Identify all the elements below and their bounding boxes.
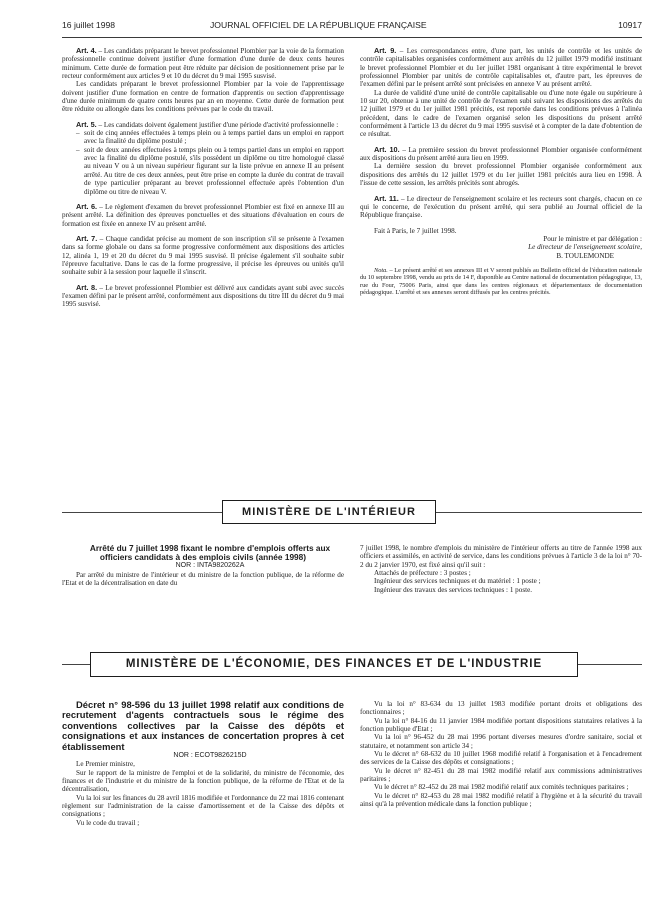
decree-title: Arrêté du 7 juillet 1998 fixant le nombre d'emplois offerts aux officiers candidats à des emplois civils (année 1998) xyxy=(89,543,331,563)
list-item: Ingénieur des services techniques et du matériel : 1 poste ; xyxy=(374,577,541,586)
header-rule xyxy=(62,37,642,38)
issue-date: 16 juillet 1998 xyxy=(62,20,116,30)
article-10: Art. 10. – La première session du brevet professionnel Plombier organisée conformément aux dispositions du présent arrêté aura lieu en 1999. xyxy=(360,144,642,163)
economie-right-column xyxy=(360,700,642,808)
article-label: Art. 11. xyxy=(374,193,399,203)
article-7: Art. 7. – Chaque candidat précise au moment de son inscription s'il se présente à l'examen dans sa forme globale ou dans sa forme progressive conformément aux dispositions des articles 12, alinéa 1, 19 et 20 du décret du 9 mai 1995 susvisé. Il précise également s'il souhaite subir l'épreuve facultative. Dans le cas de la forme progressive, il précise les épreuves ou unités qu'il souhaite subir à la session pour laquelle il s'inscrit. xyxy=(62,233,344,277)
list-item: – soit de deux années effectuées à temps plein ou à temps partiel dans un emploi en rapport avec la finalité du diplôme postulé, s'ils possèdent un diplôme ou titre homologué classé au niveau V ou à un niveau supérieur figurant sur la liste prévue en annexe II au présent arrêté. Au titre de ces deux années, peut être prise en compte la durée du contrat de travail de type particulier préparant au brevet professionnel effectuée après l'obtention d'un diplôme ou titre de niveau V. xyxy=(62,146,344,196)
place-date: Fait à Paris, le 7 juillet 1998. xyxy=(374,226,457,235)
running-header xyxy=(62,20,642,34)
page-number: 10917 xyxy=(618,20,642,30)
list-item: Ingénieur des travaux des services techniques : 1 poste. xyxy=(374,585,533,594)
nota-label: Nota. xyxy=(374,266,388,274)
paragraph: Vu le code du travail ; xyxy=(76,818,140,827)
signatory-name: B. TOULEMONDE xyxy=(556,251,614,260)
paragraph: Par arrêté du ministre de l'intérieur et du ministre de la fonction publique, de la réforme de l'Etat et de la décentralisation en date du xyxy=(62,570,344,588)
paragraph: Les candidats préparant le brevet professionnel Plombier par la voie de l'apprentissage doivent justifier d'une formation en centre de formation d'apprentis ou section d'apprentissage d'une durée minimum de quatre cents heures par an en moyenne. Cette durée de formation peut être réduite ou allongée dans les conditions prévues par le code du travail. xyxy=(62,80,344,114)
paragraph: La durée de validité d'une unité de contrôle capitalisable ou d'une note égale ou supérieure à 10 sur 20, obtenue à une unité de contrôle de l'examen subi suivant les dispositions des arrêtés du 12 juillet 1979 et du 1er juillet 1981 précités, est reportée dans les conditions prévues à l'alinéa précédent, dans le cadre de l'examen organisé selon les dispositions du présent arrêté conformément à l'article 13 du décret du 9 mai 1995 susvisé et à compter de la date d'obtention de ce résultat. xyxy=(360,88,642,139)
nor-reference: NOR : INTA9820262A xyxy=(175,562,245,570)
article-label: Art. 10. xyxy=(374,144,400,154)
article-9: Art. 9. – Les correspondances entre, d'une part, les unités de contrôle et les unités de contrôle capitalisables organisées conformément aux arrêtés du 12 juillet 1979 modifié instituant le brevet professionnel Plombier et du 1er juillet 1981 organisant à titre expérimental le brevet professionnel Plombier par unités de contrôle capitalisables et, d'autre part, les épreuves de l'examen défini par le présent arrêté sont précisées en annexe V au présent arrêté. xyxy=(360,46,642,89)
article-4: Art. 4. – Les candidats préparant le brevet professionnel Plombier par la voie de la formation professionnelle continue doivent justifier d'une formation d'une durée de deux cents heures minimum. Cette durée de formation peut être réduite par décision de positionnement prise par le recteur conformément aux articles 9 et 10 du décret du 9 mai 1995 susvisé. xyxy=(62,46,344,81)
paragraph: Le Premier ministre, xyxy=(76,760,135,769)
paragraph: Vu le décret n° 82-451 du 28 mai 1982 modifié relatif aux commissions administratives paritaires ; xyxy=(360,766,642,784)
paragraph: Vu la loi n° 83-634 du 13 juillet 1983 modifiée portant droits et obligations des fonctionnaires ; xyxy=(360,700,642,717)
nor-reference: NOR : ECOT9826215D xyxy=(173,752,247,760)
article-label: Art. 8. xyxy=(76,282,98,292)
delegation: Pour le ministre et par délégation : xyxy=(543,234,642,243)
right-column xyxy=(360,47,642,297)
left-column xyxy=(62,47,344,309)
paragraph: Sur le rapport de la ministre de l'emploi et de la solidarité, du ministre de l'économie, des finances et de l'industrie et du ministre de la fonction publique, de la réforme de l'Etat et de la décentralisation, xyxy=(62,768,344,794)
paragraph: Vu le décret n° 68-632 du 10 juillet 1968 modifié relatif à l'organisation et à l'encadrement des services de la Caisse des dépôts et consignations ; xyxy=(360,750,642,767)
article-label: Art. 4. xyxy=(76,46,97,55)
article-11: Art. 11. – Le directeur de l'enseignement scolaire et les recteurs sont chargés, chacun en ce qui le concerne, de l'exécution du présent arrêté, qui sera publié au Journal officiel de la République française. xyxy=(360,193,642,220)
article-label: Art. 7. xyxy=(76,233,98,243)
article-label: Art. 9. xyxy=(374,46,397,55)
economie-left-column xyxy=(62,700,344,827)
article-8: Art. 8. – Le brevet professionnel Plombier est délivré aux candidats ayant subi avec succès l'examen défini par le présent arrêté, conformément aux dispositions du titre III du décret du 9 mai 1995 susvisé. xyxy=(62,282,344,309)
decree-title: Décret n° 98-596 du 13 juillet 1998 relatif aux conditions de recrutement d'agents contractuels sous le régime des conventions collectives par la Caisse des dépôts et consignations et aux instances de concertation propres à cet établissement xyxy=(62,699,344,752)
interieur-right-column xyxy=(360,544,642,594)
interieur-left-column xyxy=(62,544,344,587)
paragraph: Vu la loi sur les finances du 28 avril 1816 modifiée et l'ordonnance du 22 mai 1816 contenant règlement sur l'administration de la caisse d'amortissement et de la Caisse des dépôts et consignations ; xyxy=(62,793,344,819)
article-label: Art. 5. xyxy=(76,119,97,129)
article-6: Art. 6. – Le règlement d'examen du brevet professionnel Plombier est fixé en annexe III au présent arrêté. La définition des épreuves ponctuelles et des situations d'évaluation en cours de formation est fixée en annexe IV au présent arrêté. xyxy=(62,201,344,228)
paragraph: Vu le décret n° 82-453 du 28 mai 1982 modifié relatif à l'hygiène et à la sécurité du travail ainsi qu'à la prévention médicale dans la fonction publique ; xyxy=(360,791,642,809)
list-item: – soit de cinq années effectuées à temps plein ou à temps partiel dans un emploi en rapport avec la finalité du diplôme postulé ; xyxy=(62,129,344,146)
journal-title: JOURNAL OFFICIEL DE LA RÉPUBLIQUE FRANÇAISE xyxy=(210,20,427,30)
paragraph: La dernière session du brevet professionnel Plombier organisée conformément aux dispositions des arrêtés du 12 juillet 1979 et du 1er juillet 1981 précités aura lieu en 1998. À l'issue de cette session, les arrêtés précités sont abrogés. xyxy=(360,162,642,188)
list-item: Attachés de préfecture : 3 postes ; xyxy=(374,569,471,578)
signatory-title: Le directeur de l'enseignement scolaire, xyxy=(528,243,642,252)
paragraph: 7 juillet 1998, le nombre d'emplois du ministère de l'intérieur offerts au titre de l'année 1998 aux officiers et assimilés, en activité de service, dans les conditions prévues à l'article 3 de la loi n° 70-2 du 2 janvier 1970, est fixé ainsi qu'il suit : xyxy=(360,544,642,569)
ministry-heading-economie: MINISTÈRE DE L'ÉCONOMIE, DES FINANCES ET DE L'INDUSTRIE xyxy=(90,652,578,677)
paragraph: Vu le décret n° 82-452 du 28 mai 1982 modifié relatif aux comités techniques paritaires ; xyxy=(374,783,629,792)
article-5: Art. 5. – Les candidats doivent également justifier d'une période d'activité professionnelle : xyxy=(76,119,339,129)
article-label: Art. 6. xyxy=(76,201,98,211)
ministry-heading-interieur: MINISTÈRE DE L'INTÉRIEUR xyxy=(222,500,436,524)
paragraph: Vu la loi n° 84-16 du 11 janvier 1984 modifiée portant dispositions statutaires relatives à la fonction publique d'Etat ; xyxy=(360,716,642,734)
paragraph: Vu la loi n° 96-452 du 28 mai 1996 portant diverses mesures d'ordre sanitaire, social et statutaire, et notamment son article 34 ; xyxy=(360,733,642,750)
nota: Nota. – Le présent arrêté et ses annexes III et V seront publiés au Bulletin officiel de l'éducation nationale du 10 septembre 1998, vendu au prix de 14 F, disponible au Centre national de documentation pédagogique, 13, rue du Four, 75006 Paris, ainsi que dans les centres régionaux et départementaux de documentation pédagogique. L'arrêté et ses annexes seront diffusés par les centres précités. xyxy=(360,266,642,297)
